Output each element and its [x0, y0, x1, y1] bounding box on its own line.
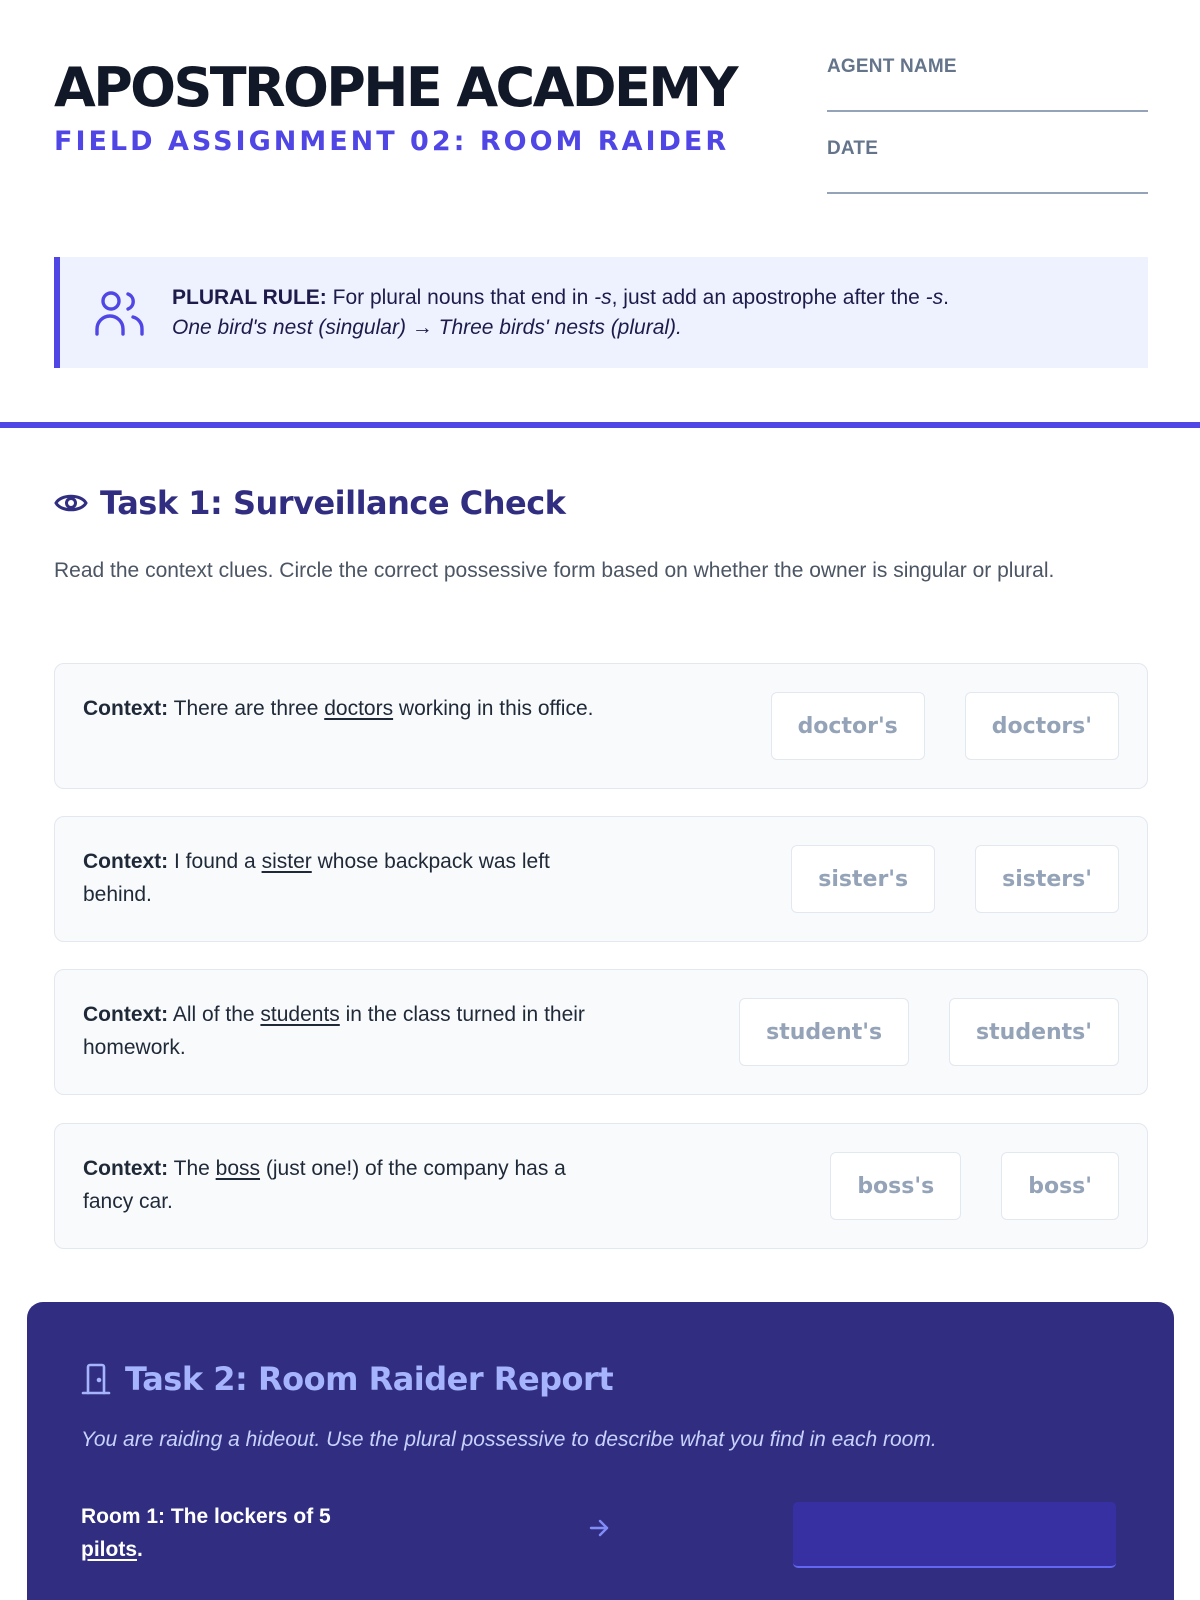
rule-example: One bird's nest (singular) → Three birds' nests (plural).: [172, 316, 682, 339]
context-label: Context:: [83, 697, 169, 720]
worksheet-header: [54, 52, 1148, 212]
plural-rule-text: [172, 283, 1108, 343]
option-singular[interactable]: doctor's: [771, 692, 925, 760]
rule-text-a: For plural nouns that end in: [326, 286, 595, 309]
question-card: [54, 816, 1148, 942]
context-keyword: doctors: [324, 697, 394, 720]
date-label: DATE: [827, 138, 879, 159]
context-keyword: sister: [261, 850, 312, 873]
room-after: .: [137, 1538, 143, 1561]
rule-text-b: , just add an apostrophe after the: [611, 286, 926, 309]
context-text: [83, 692, 613, 725]
context-keyword: students: [260, 1003, 340, 1026]
room-before: Room 1: The lockers of 5: [81, 1505, 331, 1528]
task2-instructions: You are raiding a hideout. Use the plural possessive to describe what you find in each room.: [81, 1428, 937, 1451]
answer-options: [791, 845, 1119, 913]
answer-options: [739, 998, 1119, 1066]
arrow-right-icon: [587, 1516, 611, 1540]
plural-rule-callout: [54, 257, 1148, 368]
task1-title: Task 1: Surveillance Check: [100, 484, 566, 522]
section-divider: [0, 422, 1200, 428]
option-plural[interactable]: students': [949, 998, 1119, 1066]
agent-name-label: AGENT NAME: [827, 56, 957, 77]
context-before: The: [168, 1157, 216, 1180]
question-card: [54, 969, 1148, 1095]
option-singular[interactable]: student's: [739, 998, 909, 1066]
context-label: Context:: [83, 1003, 169, 1026]
task1-heading: [54, 484, 565, 522]
room-prompt: [81, 1500, 381, 1566]
task1-instructions: Read the context clues. Circle the correct possessive form based on whether the owner is singular or plural.: [54, 559, 1055, 582]
context-keyword: boss: [215, 1157, 261, 1180]
context-after: whose backpack was left behind.: [83, 850, 550, 906]
context-after: working in this office.: [393, 697, 594, 720]
page-title: APOSTROPHE ACADEMY: [54, 56, 736, 119]
room-answer-input[interactable]: [793, 1502, 1116, 1568]
option-plural[interactable]: sisters': [975, 845, 1119, 913]
eye-icon: [54, 486, 88, 520]
task2-title: Task 2: Room Raider Report: [125, 1360, 614, 1398]
question-card: [54, 663, 1148, 789]
page-subtitle: FIELD ASSIGNMENT 02: ROOM RAIDER: [54, 126, 730, 157]
task2-panel: [27, 1302, 1174, 1600]
context-after: in the class turned in their homework.: [83, 1003, 585, 1059]
option-plural[interactable]: boss': [1001, 1152, 1119, 1220]
door-icon: [81, 1363, 111, 1395]
task2-heading: [81, 1360, 613, 1398]
context-before: I found a: [168, 850, 262, 873]
rule-suffix: -s: [925, 286, 944, 309]
context-label: Context:: [83, 1157, 169, 1180]
rule-label: PLURAL RULE:: [172, 286, 327, 309]
option-plural[interactable]: doctors': [965, 692, 1119, 760]
option-singular[interactable]: sister's: [791, 845, 935, 913]
room-keyword: pilots: [81, 1538, 137, 1561]
answer-options: [830, 1152, 1119, 1220]
context-before: There are three: [168, 697, 325, 720]
context-text: [83, 998, 613, 1064]
option-singular[interactable]: boss's: [830, 1152, 961, 1220]
context-label: Context:: [83, 850, 169, 873]
context-text: [83, 845, 613, 911]
context-before: All of the: [168, 1003, 261, 1026]
context-after: (just one!) of the company has a fancy car.: [83, 1157, 566, 1213]
users-icon: [94, 289, 146, 337]
date-field[interactable]: [827, 138, 1148, 194]
agent-name-field[interactable]: [827, 56, 1148, 112]
rule-text-c: .: [943, 286, 950, 309]
question-card: [54, 1123, 1148, 1249]
answer-options: [771, 692, 1119, 760]
context-text: [83, 1152, 613, 1218]
rule-suffix: -s: [594, 286, 612, 309]
